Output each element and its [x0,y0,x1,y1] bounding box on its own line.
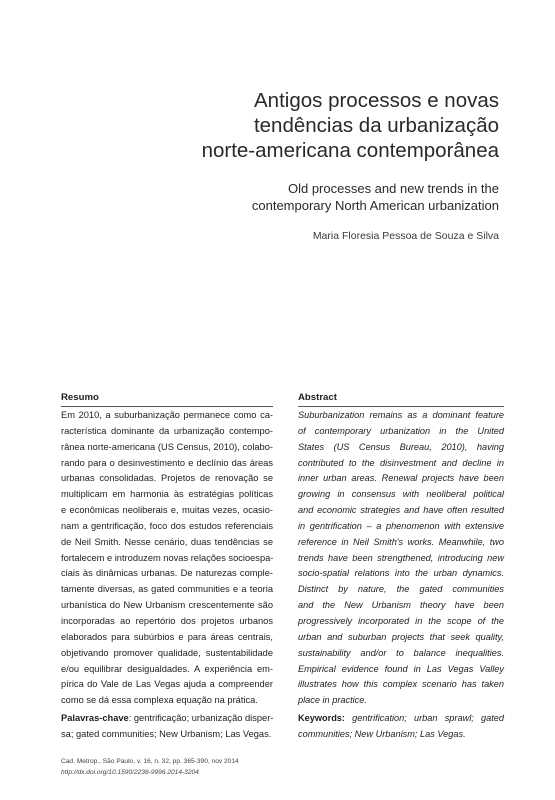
text-line: illustrates how this complex scenario has taken [298,679,504,690]
text-line: e/ou equilibrar desigualdades. A experiência em- [61,663,273,674]
resumo-heading: Resumo [61,391,273,407]
text-line: inner urban areas. Renewal projects have been [298,473,504,484]
text-line: como se dá essa complexa equação na prática. [61,695,258,706]
text-line: Distinct by nature, the gated communities [298,584,504,595]
article-subtitle [139,180,499,214]
text-line: nam a gentrificação, foco dos estudos referenciais [61,520,273,531]
text-line: rando para o desinvestimento e declínio das áreas [61,457,273,468]
text-line: Empirical evidence found in Las Vegas Valley [298,663,504,674]
text-line: urbanas consolidadas. Projetos de renovação se [61,473,273,484]
citation: Cad. Metrop., São Paulo, v. 16, n. 32, pp. 365-390, nov 2014 [61,758,239,765]
text-line: Em 2010, a suburbanização permanece como ca- [61,410,273,420]
text-line: ciais às dinâmicas urbanas. De naturezas comple- [61,568,273,579]
text-line: Suburbanization remains as a dominant feature [298,410,504,420]
text-line: contributed to the disinvestment and decline in [298,457,504,468]
text-line: urban and suburban projects that seek quality, [298,631,504,642]
text-line: and the New Urbanism theory have been [298,600,504,611]
resumo-body [61,408,273,709]
author-name: Maria Floresia Pessoa de Souza e Silva [312,230,499,242]
doi-link[interactable]: http://dx.doi.org/10.1590/2236-9996.2014-3204 [61,769,199,776]
text-line: growing in consensus with neoliberal political [298,489,504,500]
article-title [139,88,499,163]
text-line: socio-spatial relations into the urban dynamics. [298,568,504,579]
footer [61,756,239,778]
keywords-text: sa; gated communities; New Urbanism; Las Vegas. [61,728,272,739]
resumo-column [61,391,273,743]
abstract-body [298,408,504,709]
abstract-column [298,391,504,743]
keywords-label: Keywords: [298,713,345,724]
text-line: trends have been strengthened, introducing new [298,552,504,563]
text-line: progressively incorporated in the scope of the [298,615,504,626]
text-line: and economic strategies and have often resulted [298,505,504,516]
subtitle-line: contemporary North American urbanization [251,198,499,213]
text-line: incorporadas ao repertório dos projetos urbanos [61,615,273,626]
keywords-text: gentrification; urban sprawl; gated [344,713,504,724]
keywords [298,711,504,727]
text-line: de Neil Smith. Nesse cenário, duas tendências se [61,536,273,547]
title-line: tendências da urbanização [253,114,499,137]
keywords-label: Palavras-chave [61,713,129,724]
text-line: racterística dominante da urbanização contempo- [61,425,273,436]
subtitle-line: Old processes and new trends in the [287,181,499,196]
abstract-heading: Abstract [298,391,504,407]
keywords-text: : gentrificação; urbanização disper- [128,713,274,724]
text-line: rânea norte-americana (US Census, 2010), colabo- [61,441,273,452]
text-line: in gentrification – a phenomenon with extensive [298,520,504,531]
keywords-text: communities; New Urbanism; Las Vegas. [298,728,466,739]
text-line: fortalecem e introduzem novas relações socioespa- [61,552,274,563]
text-line: reference in Neil Smith's works. Meanwhile, two [298,536,504,547]
title-line: Antigos processos e novas [254,89,499,112]
text-line: place in practice. [298,695,367,706]
title-line: norte-americana contemporânea [201,139,499,162]
text-line: States (US Census Bureau, 2010), having [298,441,504,452]
text-line: objetivando promover qualidade, sustentabilidade [61,647,273,658]
text-line: e econômicas neoliberais e, muitas vezes, ocasio- [61,505,273,516]
text-line: pírica do Vale de Las Vegas ajuda a compreender [61,679,273,690]
text-line: sustainability and/or to balance inequalities. [298,647,504,658]
text-line: of contemporary urbanization in the United [298,425,504,436]
text-line: elaborados para subúrbios e para áreas centrais, [61,631,273,642]
text-line: urbanística do New Urbanism crescentemente são [61,600,273,611]
palavras-chave [61,711,273,727]
text-line: tamente diversas, as gated communities e a teoria [61,584,273,595]
text-line: multiplicam em harmonia às estratégias políticas [61,489,273,500]
